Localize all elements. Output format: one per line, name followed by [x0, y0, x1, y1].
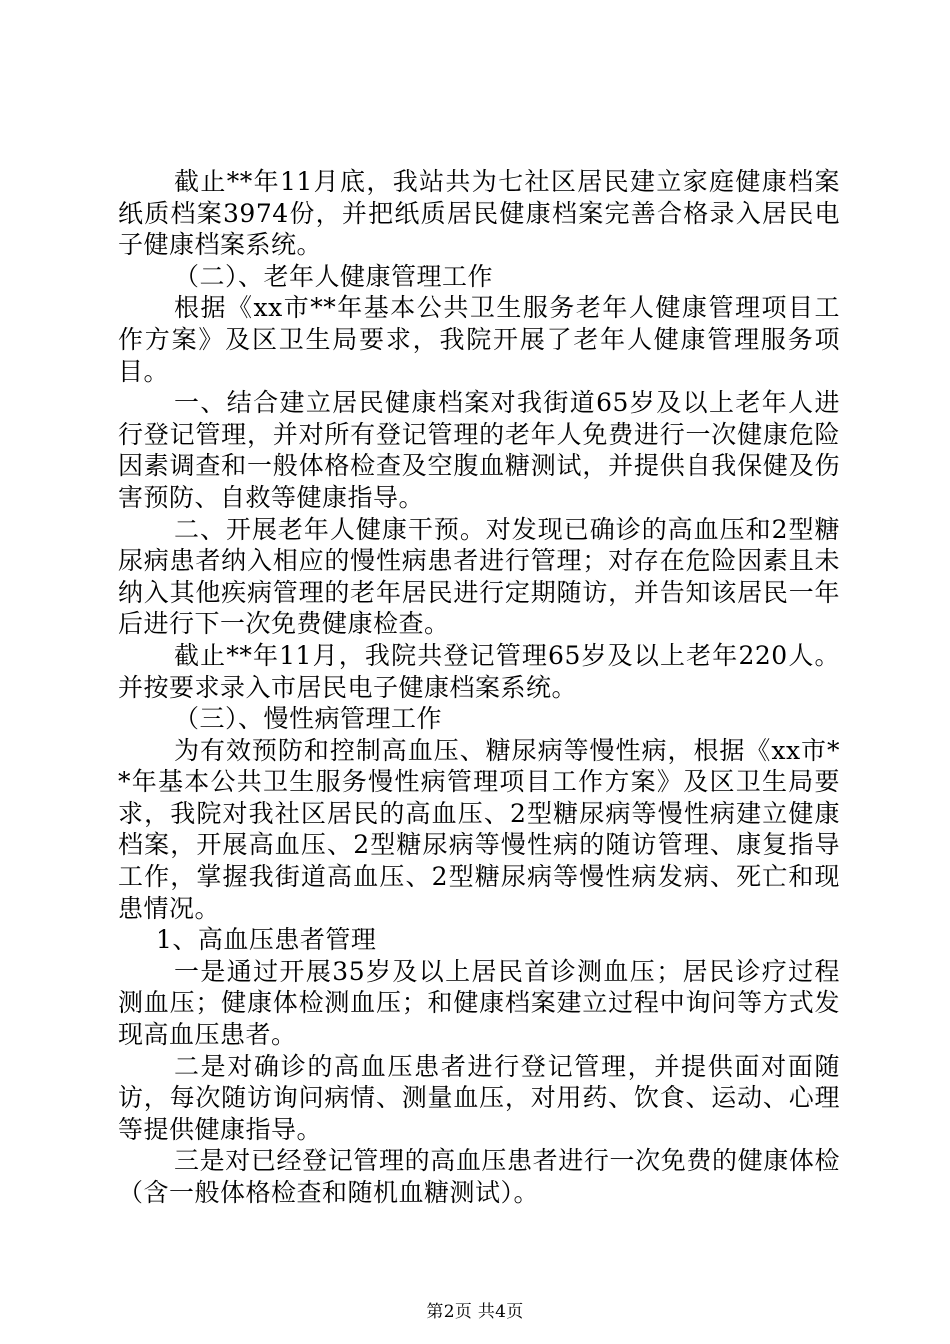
- section-heading-chronic-disease: （三）、慢性病管理工作: [174, 704, 443, 734]
- paragraph-elderly-count: 截止**年11月，我院共登记管理65岁及以上老年220人。并按要求录入市居民电子健康档案系统。: [118, 640, 840, 702]
- paragraph-hypertension-checkup: 三是对已经登记管理的高血压患者进行一次免费的健康体检（含一般体格检查和随机血糖测试）。: [118, 1146, 840, 1207]
- paragraph-elderly-plan: 根据《xx市**年基本公共卫生服务老年人健康管理项目工作方案》及区卫生局要求，我院开展了老年人健康管理服务项目。: [118, 293, 840, 386]
- page-footer: 第2页 共4页: [426, 1302, 524, 1322]
- subheading-hypertension: 1、高血压患者管理: [156, 925, 377, 955]
- paragraph-elderly-intervention: 二、开展老年人健康干预。对发现已确诊的高血压和2型糖尿病患者纳入相应的慢性病患者进行管理；对存在危险因素且未纳入其他疾病管理的老年居民进行定期随访，并告知该居民一年后进行下一次免费健康检查。: [118, 514, 840, 639]
- paragraph-chronic-disease-plan: 为有效预防和控制高血压、糖尿病等慢性病，根据《xx市**年基本公共卫生服务慢性病管理项目工作方案》及区卫生局要求，我院对我社区居民的高血压、2型糖尿病等慢性病建立健康档案，开展高血压、2型糖尿病等慢性病的随访管理、康复指导工作，掌握我街道高血压、2型糖尿病等慢性病发病、死亡和现患情况。: [118, 735, 840, 923]
- document-body: [118, 166, 840, 1209]
- paragraph-hypertension-screening: 一是通过开展35岁及以上居民首诊测血压；居民诊疗过程测血压；健康体检测血压；和健康档案建立过程中询问等方式发现高血压患者。: [118, 956, 840, 1050]
- paragraph-elderly-registration: 一、结合建立居民健康档案对我街道65岁及以上老年人进行登记管理，并对所有登记管理的老年人免费进行一次健康危险因素调查和一般体格检查及空腹血糖测试，并提供自我保健及伤害预防、自救等健康指导。: [118, 388, 840, 512]
- paragraph-hypertension-followup: 二是对确诊的高血压患者进行登记管理，并提供面对面随访，每次随访询问病情、测量血压，对用药、饮食、运动、心理等提供健康指导。: [118, 1051, 840, 1144]
- paragraph-archive-summary: 截止**年11月底，我站共为七社区居民建立家庭健康档案纸质档案3974份，并把纸质居民健康档案完善合格录入居民电子健康档案系统。: [118, 167, 840, 260]
- section-heading-elderly-care: （二）、老年人健康管理工作: [174, 261, 494, 291]
